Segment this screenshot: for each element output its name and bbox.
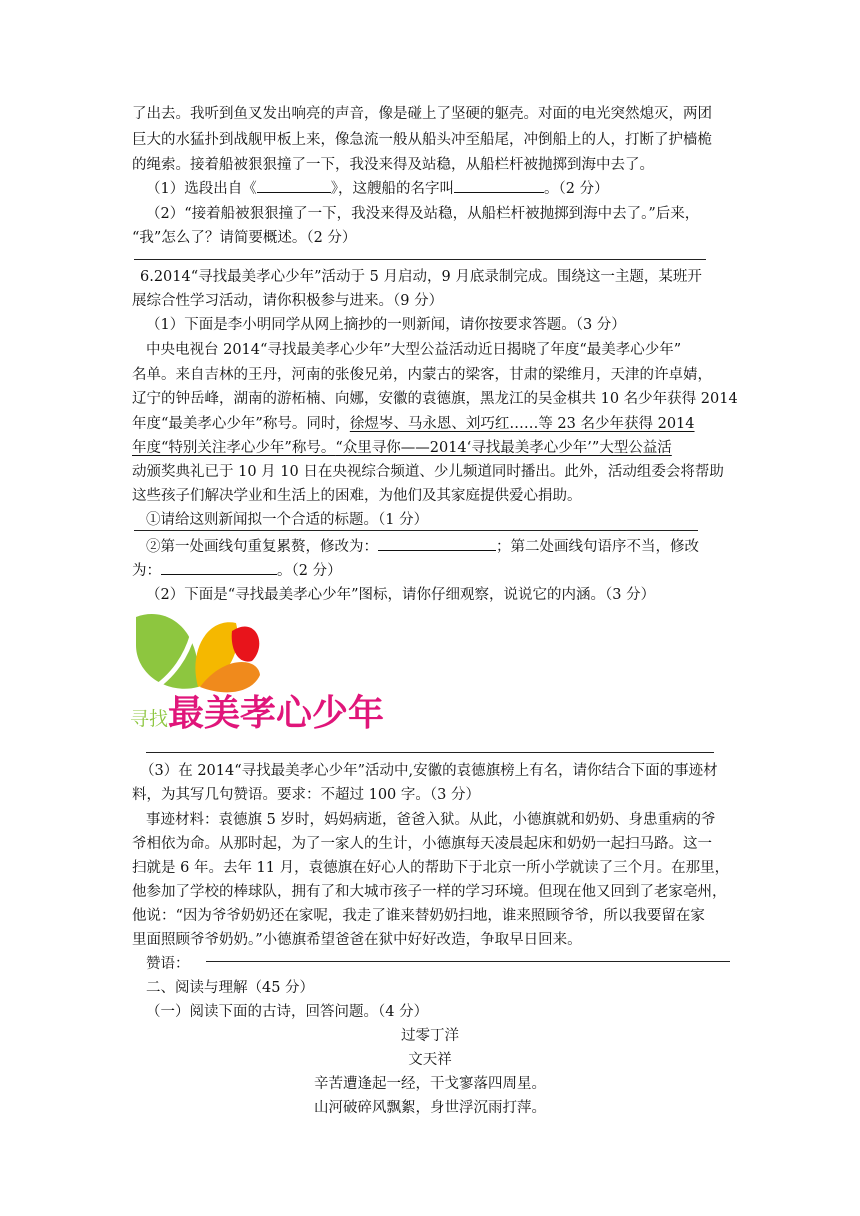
story-line: 他说：“因为爷爷奶奶还在家呢，我走了谁来替奶奶扫地，谁来照顾爷爷，所以我要留在家 <box>132 908 705 924</box>
story-line: 他参加了学校的棒球队，拥有了和大城市孩子一样的学习环境。但现在他又回到了老家亳州， <box>132 884 727 900</box>
answer-blank-book[interactable] <box>257 178 331 193</box>
logo-red-wing <box>232 626 260 661</box>
news-text: 年度“最美孝心少年”称号。同时， <box>132 416 350 432</box>
question-6-intro: 6.2014“寻找最美孝心少年”活动于 5 月启动，9 月底录制完成。围绕这一主题，某班开 <box>140 269 702 285</box>
answer-line[interactable] <box>134 259 706 260</box>
story-line: 里面照顾爷爷奶奶。”小德旗希望爸爸在狱中好好改造，争取早日回来。 <box>132 932 582 948</box>
story-line: 扫就是 6 年。去年 11 月，袁德旗在好心人的帮助下于北京一所小学就读了三个月。在那里， <box>132 860 730 876</box>
answer-blank-ship[interactable] <box>454 178 544 193</box>
question-6-1-item-2-cont <box>132 560 342 582</box>
passage-line: 了出去。我听到鱼叉发出响亮的声音，像是碰上了坚硬的躯壳。对面的电光突然熄灭，两团 <box>132 106 712 122</box>
underlined-sentence-2: “众里寻你——2014‘寻找最美孝心少年’”大型公益活 <box>335 440 672 456</box>
poem-title: 过零丁洋 <box>401 1028 459 1044</box>
passage-line: 的绳索。接着船被狠狠撞了一下，我没来得及站稳，从船栏杆被抛掷到海中去了。 <box>132 157 654 173</box>
question-text: 》，这艘船的名字叫 <box>330 181 454 197</box>
praise-label: 赞语： <box>146 956 190 972</box>
poem-author: 文天祥 <box>408 1052 452 1068</box>
underlined-sentence-1-cont: 年度“特别关注孝心少年”称号。 <box>132 440 336 456</box>
poem-line: 山河破碎风飘絮，身世浮沉雨打萍。 <box>314 1100 546 1116</box>
question-5-1 <box>146 178 609 200</box>
question-6-2: （2）下面是“寻找最美孝心少年”图标，请你仔细观察，说说它的内涵。（3 分） <box>146 587 656 603</box>
news-line: 辽宁的钟岳峰，湖南的游柘楠、向娜，安徽的袁德旗，黑龙江的吴金棋共 10 名少年获得 2014 <box>132 391 738 407</box>
news-line <box>132 437 672 459</box>
passage-line: 巨大的水猛扑到战舰甲板上来，像急流一般从船头冲至船尾，冲倒船上的人，打断了护樯桅 <box>132 132 712 148</box>
answer-line[interactable] <box>146 752 714 753</box>
butterfly-logo-icon <box>128 605 398 733</box>
question-text: 为： <box>132 563 161 579</box>
news-line: 中央电视台 2014“寻找最美孝心少年”大型公益活动近日揭晓了年度“最美孝心少年” <box>146 342 682 358</box>
story-line: 事迹材料：袁德旗 5 岁时，妈妈病逝，爸爸入狱。从此，小德旗就和奶奶、身患重病的爷 <box>146 812 716 828</box>
question-6-intro-cont: 展综合性学习活动，请你积极参与进来。（9 分） <box>132 293 444 309</box>
question-5-2-cont: “我”怎么了？请简要概述。（2 分） <box>132 230 357 246</box>
answer-blank-fix-2[interactable] <box>161 560 277 575</box>
question-5-2: （2）“接着船被狠狠撞了一下，我没来得及站稳，从船栏杆被抛掷到海中去了。”后来， <box>146 206 700 222</box>
question-6-3-cont: 料，为其写几句赞语。要求：不超过 100 字。（3 分） <box>132 787 480 803</box>
poem-line: 辛苦遭逢起一经，干戈寥落四周星。 <box>314 1076 546 1092</box>
story-line: 爷相依为命。从那时起，为了一家人的生计，小德旗每天凌晨起床和奶奶一起扫马路。这一 <box>132 836 712 852</box>
question-6-3: （3）在 2014“寻找最美孝心少年”活动中,安徽的袁德旗榜上有名，请你结合下面的事迹材 <box>140 763 718 779</box>
reading-question-1: （一）阅读下面的古诗，回答问题。（4 分） <box>146 1004 429 1020</box>
question-6-1: （1）下面是李小明同学从网上摘抄的一则新闻，请你按要求答题。（3 分） <box>146 317 626 333</box>
praise-answer-line[interactable] <box>206 961 730 962</box>
section-heading: 二、阅读与理解（45 分） <box>146 980 315 996</box>
logo-main-text: 最美孝心少年 <box>168 693 385 733</box>
news-line: 名单。来自吉林的王丹，河南的张俊兄弟，内蒙古的梁客，甘肃的梁维月，天津的许卓婧， <box>132 367 712 383</box>
campaign-logo <box>128 605 398 733</box>
news-line: 动颁奖典礼已于 10 月 10 日在央视综合频道、少儿频道同时播出。此外，活动组委会将帮助 <box>132 464 724 480</box>
question-6-1-item-2 <box>146 536 699 558</box>
question-text: （1）选段出自《 <box>146 181 257 197</box>
answer-line[interactable] <box>134 530 698 531</box>
question-6-1-item-1: ①请给这则新闻拟一个合适的标题。（1 分） <box>146 512 429 528</box>
question-text: 。（2 分） <box>277 563 342 579</box>
underlined-sentence-1: 徐煜岑、马永恩、刘巧红……等 23 名少年获得 2014 <box>349 416 695 432</box>
news-line: 这些孩子们解决学业和生活上的困难，为他们及其家庭提供爱心捐助。 <box>132 488 582 504</box>
question-text: ；第二处画线句语序不当，修改 <box>496 539 699 555</box>
question-text: 。（2 分） <box>543 181 609 197</box>
news-line <box>132 413 695 435</box>
answer-blank-fix-1[interactable] <box>378 536 496 551</box>
logo-small-text: 寻找 <box>130 708 169 730</box>
question-text: ②第一处画线句重复累赘，修改为： <box>146 539 378 555</box>
